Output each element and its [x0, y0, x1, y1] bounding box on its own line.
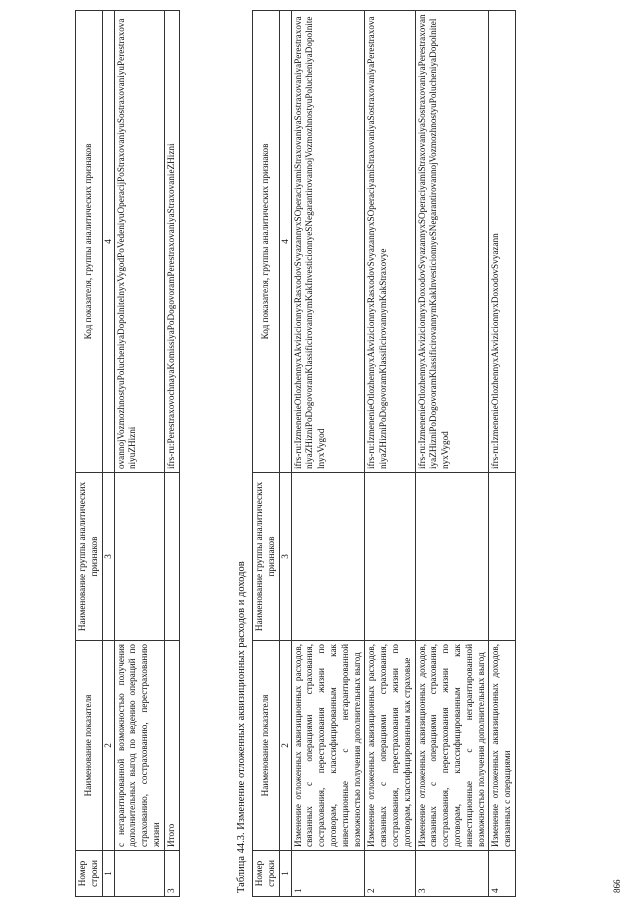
table-row [365, 11, 415, 897]
col-index: 3 [102, 473, 114, 641]
header-indicator-name: Наименование показателя [76, 641, 103, 851]
indicator-code: ifrs-ru:IzmenenieOtlozhennyxAkvizicionnyxDoxodovSvyazann [489, 11, 516, 473]
indicator-name: Итого [164, 641, 179, 851]
col-index: 4 [279, 11, 291, 473]
indicator-name: Изменение отложенных аквизиционных расходов, связанных с операциями страхования, сострахования, перестрахования жизни по договорам, классифицированным как страховые [365, 641, 415, 851]
page-number: 866 [612, 879, 622, 893]
row-number: 2 [365, 851, 415, 897]
col-index: 3 [279, 473, 291, 641]
column-index-row [279, 11, 291, 897]
header-group-name: Наименование группы аналитических признаков [76, 473, 103, 641]
header-row-number: Номер строки [76, 851, 103, 897]
indicator-name: Изменение отложенных аквизиционных расходов, связанных с операциями страхования, сострахования, перестрахования жизни по договорам, классифицированным как инвестиционные с негарантированной возможностью получения дополнительных выгод [291, 641, 365, 851]
header-indicator-name: Наименование показателя [253, 641, 280, 851]
col-index: 2 [102, 641, 114, 851]
table-row [415, 11, 489, 897]
row-number: 3 [164, 851, 179, 897]
row-number: 3 [415, 851, 489, 897]
row-number: 4 [489, 851, 516, 897]
indicator-code: ifrs-ru:IzmenenieOtlozhennyxAkvizicionnyxRasxodovSvyazannyxSOperaciyamiStraxovaniyaSostraxovaniyaPerestraxovaniyaZHizniPoDogovoramKlassificirovannymKakStraxovye [365, 11, 415, 473]
group-name [489, 473, 516, 641]
row-number [114, 851, 164, 897]
header-indicator-code: Код показателя, группы аналитических признаков [76, 11, 103, 473]
col-index: 2 [279, 641, 291, 851]
indicator-code: ifrs-ru:PerestraxovochnayaKomissiyaPoDogovoramPerestraxovaniyaStraxovanieZHizni [164, 11, 179, 473]
indicator-code: ovannojVozmozhnostyuPolucheniyaDopolnitelnyxVygodPoVedeniyuOperacijPoStraxovaniyuSostraxovaniyuPerestraxovaniyuZHizni [114, 11, 164, 473]
table-row [489, 11, 516, 897]
indicator-code: ifrs-ru:IzmenenieOtlozhennyxAkvizicionnyxRasxodovSvyazannyxSOperaciyamiStraxovaniyaSostraxovaniyaPerestraxovaniyaZHizniPoDogovoramKlassificirovannymKakInvesticionnyeSNegarantirovannojVozmozhnostyuPolucheniyaDopolnitelnyxVygod [291, 11, 365, 473]
group-name [114, 473, 164, 641]
col-index: 1 [279, 851, 291, 897]
header-row-number: Номер строки [253, 851, 280, 897]
row-number: 1 [291, 851, 365, 897]
table-row [164, 11, 179, 897]
group-name [415, 473, 489, 641]
header-group-name: Наименование группы аналитических признаков [253, 473, 280, 641]
table-header-row [76, 11, 103, 897]
table-row [291, 11, 365, 897]
table-row [114, 11, 164, 897]
table-continued [75, 10, 180, 897]
col-index: 1 [102, 851, 114, 897]
group-name [291, 473, 365, 641]
group-name [365, 473, 415, 641]
table-caption: Таблица 44.3. Изменение отложенных аквизиционных расходов и доходов [236, 561, 247, 893]
indicator-name: Изменение отложенных аквизиционных доходов, связанных с операциями [489, 641, 516, 851]
indicator-name: Изменение отложенных аквизиционных доходов, связанных с операциями страхования, сострахования, перестрахования жизни по договорам, классифицированным как инвестиционные с негарантированной возможностью получения дополнительных выгод [415, 641, 489, 851]
table-header-row [253, 11, 280, 897]
column-index-row [102, 11, 114, 897]
header-indicator-code: Код показателя, группы аналитических признаков [253, 11, 280, 473]
group-name [164, 473, 179, 641]
indicator-code: ifrs-ru:IzmenenieOtlozhennyxAkvizicionnyxDoxodovSvyazannyxSOperaciyamiStraxovaniyaSostraxovaniyaPerestraxovaniyaZHizniPoDogovoramKlassificirovannymKakInvesticionnyeSNegarantirovannojVozmozhnostyuPolucheniyaDopolnitelnyxVygod [415, 11, 489, 473]
col-index: 4 [102, 11, 114, 473]
table-acquisition-changes [252, 10, 516, 897]
indicator-name: с негарантированной возможностью получения дополнительных выгод по ведению операций по страхованию, сострахованию, перестрахованию жизни [114, 641, 164, 851]
